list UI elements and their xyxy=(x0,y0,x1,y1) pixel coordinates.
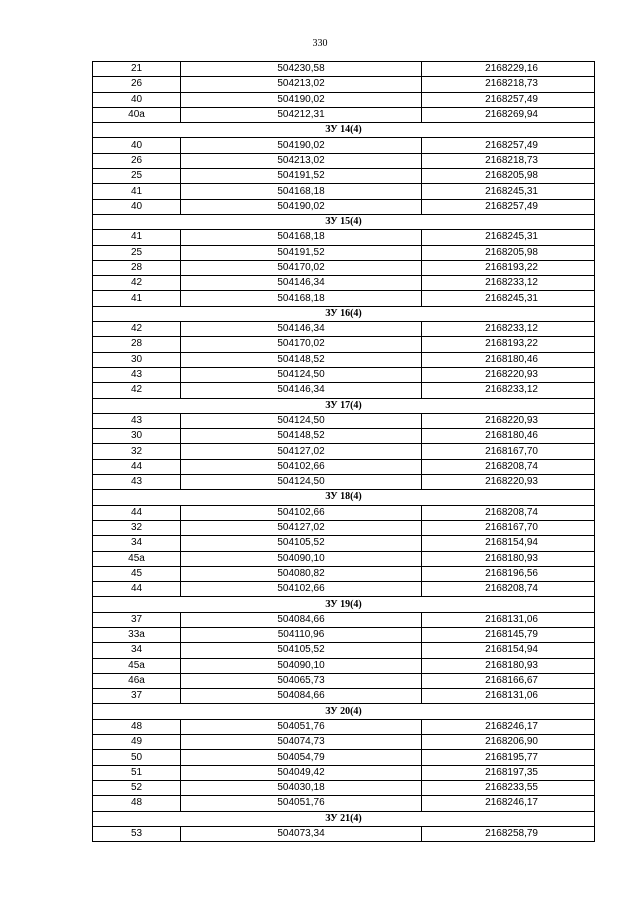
x-coordinate-cell: 504148,52 xyxy=(181,352,422,367)
point-cell: 45 xyxy=(93,566,181,581)
x-coordinate-cell: 504124,50 xyxy=(181,413,422,428)
table-row xyxy=(93,750,595,765)
x-coordinate-cell: 504102,66 xyxy=(181,459,422,474)
x-coordinate-cell: 504090,10 xyxy=(181,658,422,673)
y-coordinate-cell: 2168245,31 xyxy=(422,230,595,245)
point-cell: 25 xyxy=(93,169,181,184)
table-row xyxy=(93,138,595,153)
point-cell: 30 xyxy=(93,352,181,367)
y-coordinate-cell: 2168257,49 xyxy=(422,199,595,214)
table-row xyxy=(93,826,595,841)
point-cell: 48 xyxy=(93,719,181,734)
y-coordinate-cell: 2168233,55 xyxy=(422,780,595,795)
x-coordinate-cell: 504168,18 xyxy=(181,291,422,306)
y-coordinate-cell: 2168193,22 xyxy=(422,260,595,275)
page-number: 330 xyxy=(312,38,328,49)
y-coordinate-cell: 2168180,46 xyxy=(422,429,595,444)
point-cell: 40 xyxy=(93,138,181,153)
table-row xyxy=(93,245,595,260)
x-coordinate-cell: 504213,02 xyxy=(181,153,422,168)
table-row xyxy=(93,276,595,291)
table-row xyxy=(93,352,595,367)
y-coordinate-cell: 2168233,12 xyxy=(422,276,595,291)
x-coordinate-cell: 504065,73 xyxy=(181,673,422,688)
x-coordinate-cell: 504127,02 xyxy=(181,520,422,535)
point-cell: 43 xyxy=(93,475,181,490)
x-coordinate-cell: 504105,52 xyxy=(181,536,422,551)
point-cell: 40 xyxy=(93,199,181,214)
table-row xyxy=(93,475,595,490)
x-coordinate-cell: 504168,18 xyxy=(181,184,422,199)
x-coordinate-cell: 504090,10 xyxy=(181,551,422,566)
y-coordinate-cell: 2168205,98 xyxy=(422,169,595,184)
x-coordinate-cell: 504190,02 xyxy=(181,138,422,153)
point-cell: 26 xyxy=(93,153,181,168)
point-cell: 37 xyxy=(93,689,181,704)
point-cell: 30 xyxy=(93,429,181,444)
x-coordinate-cell: 504168,18 xyxy=(181,230,422,245)
y-coordinate-cell: 2168246,17 xyxy=(422,796,595,811)
y-coordinate-cell: 2168269,94 xyxy=(422,107,595,122)
coordinates-table-body xyxy=(93,62,595,842)
x-coordinate-cell: 504074,73 xyxy=(181,735,422,750)
section-title: ЗУ 16(4) xyxy=(93,306,595,321)
y-coordinate-cell: 2168196,56 xyxy=(422,566,595,581)
x-coordinate-cell: 504102,66 xyxy=(181,582,422,597)
x-coordinate-cell: 504030,18 xyxy=(181,780,422,795)
table-row xyxy=(93,459,595,474)
table-row xyxy=(93,627,595,642)
point-cell: 43 xyxy=(93,413,181,428)
x-coordinate-cell: 504051,76 xyxy=(181,719,422,734)
x-coordinate-cell: 504148,52 xyxy=(181,429,422,444)
y-coordinate-cell: 2168154,94 xyxy=(422,536,595,551)
point-cell: 34 xyxy=(93,643,181,658)
table-row xyxy=(93,566,595,581)
table-row xyxy=(93,230,595,245)
table-row xyxy=(93,92,595,107)
table-row xyxy=(93,413,595,428)
section-title: ЗУ 18(4) xyxy=(93,490,595,505)
section-header-row xyxy=(93,597,595,612)
y-coordinate-cell: 2168233,12 xyxy=(422,383,595,398)
point-cell: 45а xyxy=(93,658,181,673)
y-coordinate-cell: 2168145,79 xyxy=(422,627,595,642)
table-row xyxy=(93,77,595,92)
table-row xyxy=(93,322,595,337)
table-row xyxy=(93,796,595,811)
x-coordinate-cell: 504146,34 xyxy=(181,322,422,337)
x-coordinate-cell: 504212,31 xyxy=(181,107,422,122)
point-cell: 50 xyxy=(93,750,181,765)
point-cell: 32 xyxy=(93,520,181,535)
point-cell: 52 xyxy=(93,780,181,795)
section-header-row xyxy=(93,704,595,719)
y-coordinate-cell: 2168205,98 xyxy=(422,245,595,260)
point-cell: 34 xyxy=(93,536,181,551)
point-cell: 25 xyxy=(93,245,181,260)
y-coordinate-cell: 2168257,49 xyxy=(422,92,595,107)
x-coordinate-cell: 504124,50 xyxy=(181,367,422,382)
y-coordinate-cell: 2168180,93 xyxy=(422,551,595,566)
y-coordinate-cell: 2168131,06 xyxy=(422,689,595,704)
section-title: ЗУ 20(4) xyxy=(93,704,595,719)
table-row xyxy=(93,658,595,673)
y-coordinate-cell: 2168197,35 xyxy=(422,765,595,780)
x-coordinate-cell: 504213,02 xyxy=(181,77,422,92)
x-coordinate-cell: 504170,02 xyxy=(181,337,422,352)
x-coordinate-cell: 504191,52 xyxy=(181,169,422,184)
x-coordinate-cell: 504049,42 xyxy=(181,765,422,780)
x-coordinate-cell: 504054,79 xyxy=(181,750,422,765)
y-coordinate-cell: 2168208,74 xyxy=(422,582,595,597)
y-coordinate-cell: 2168206,90 xyxy=(422,735,595,750)
point-cell: 26 xyxy=(93,77,181,92)
y-coordinate-cell: 2168245,31 xyxy=(422,184,595,199)
point-cell: 42 xyxy=(93,276,181,291)
table-row xyxy=(93,260,595,275)
table-row xyxy=(93,643,595,658)
section-title: ЗУ 14(4) xyxy=(93,123,595,138)
point-cell: 43 xyxy=(93,367,181,382)
point-cell: 42 xyxy=(93,322,181,337)
y-coordinate-cell: 2168218,73 xyxy=(422,153,595,168)
y-coordinate-cell: 2168220,93 xyxy=(422,367,595,382)
y-coordinate-cell: 2168246,17 xyxy=(422,719,595,734)
x-coordinate-cell: 504102,66 xyxy=(181,505,422,520)
x-coordinate-cell: 504051,76 xyxy=(181,796,422,811)
table-row xyxy=(93,337,595,352)
y-coordinate-cell: 2168193,22 xyxy=(422,337,595,352)
y-coordinate-cell: 2168233,12 xyxy=(422,322,595,337)
point-cell: 32 xyxy=(93,444,181,459)
table-row xyxy=(93,107,595,122)
table-row xyxy=(93,367,595,382)
x-coordinate-cell: 504190,02 xyxy=(181,92,422,107)
x-coordinate-cell: 504127,02 xyxy=(181,444,422,459)
point-cell: 41 xyxy=(93,184,181,199)
point-cell: 21 xyxy=(93,62,181,77)
y-coordinate-cell: 2168258,79 xyxy=(422,826,595,841)
y-coordinate-cell: 2168180,46 xyxy=(422,352,595,367)
x-coordinate-cell: 504080,82 xyxy=(181,566,422,581)
y-coordinate-cell: 2168131,06 xyxy=(422,612,595,627)
y-coordinate-cell: 2168180,93 xyxy=(422,658,595,673)
section-header-row xyxy=(93,811,595,826)
x-coordinate-cell: 504191,52 xyxy=(181,245,422,260)
section-header-row xyxy=(93,490,595,505)
table-row xyxy=(93,444,595,459)
table-row xyxy=(93,153,595,168)
point-cell: 45а xyxy=(93,551,181,566)
y-coordinate-cell: 2168167,70 xyxy=(422,520,595,535)
point-cell: 33а xyxy=(93,627,181,642)
section-title: ЗУ 19(4) xyxy=(93,597,595,612)
section-header-row xyxy=(93,214,595,229)
y-coordinate-cell: 2168220,93 xyxy=(422,475,595,490)
y-coordinate-cell: 2168208,74 xyxy=(422,459,595,474)
point-cell: 41 xyxy=(93,291,181,306)
x-coordinate-cell: 504084,66 xyxy=(181,612,422,627)
y-coordinate-cell: 2168167,70 xyxy=(422,444,595,459)
y-coordinate-cell: 2168257,49 xyxy=(422,138,595,153)
table-row xyxy=(93,673,595,688)
x-coordinate-cell: 504084,66 xyxy=(181,689,422,704)
section-title: ЗУ 17(4) xyxy=(93,398,595,413)
y-coordinate-cell: 2168218,73 xyxy=(422,77,595,92)
section-title: ЗУ 21(4) xyxy=(93,811,595,826)
y-coordinate-cell: 2168245,31 xyxy=(422,291,595,306)
x-coordinate-cell: 504230,58 xyxy=(181,62,422,77)
point-cell: 28 xyxy=(93,337,181,352)
section-header-row xyxy=(93,398,595,413)
y-coordinate-cell: 2168166,67 xyxy=(422,673,595,688)
y-coordinate-cell: 2168208,74 xyxy=(422,505,595,520)
section-header-row xyxy=(93,123,595,138)
table-row xyxy=(93,383,595,398)
point-cell: 51 xyxy=(93,765,181,780)
table-row xyxy=(93,536,595,551)
table-row xyxy=(93,780,595,795)
y-coordinate-cell: 2168195,77 xyxy=(422,750,595,765)
table-row xyxy=(93,505,595,520)
y-coordinate-cell: 2168220,93 xyxy=(422,413,595,428)
point-cell: 28 xyxy=(93,260,181,275)
table-row xyxy=(93,719,595,734)
x-coordinate-cell: 504190,02 xyxy=(181,199,422,214)
x-coordinate-cell: 504124,50 xyxy=(181,475,422,490)
point-cell: 48 xyxy=(93,796,181,811)
point-cell: 49 xyxy=(93,735,181,750)
table-row xyxy=(93,735,595,750)
x-coordinate-cell: 504105,52 xyxy=(181,643,422,658)
y-coordinate-cell: 2168229,16 xyxy=(422,62,595,77)
x-coordinate-cell: 504170,02 xyxy=(181,260,422,275)
table-row xyxy=(93,551,595,566)
table-row xyxy=(93,689,595,704)
table-row xyxy=(93,169,595,184)
x-coordinate-cell: 504146,34 xyxy=(181,276,422,291)
point-cell: 44 xyxy=(93,582,181,597)
table-row xyxy=(93,520,595,535)
section-title: ЗУ 15(4) xyxy=(93,214,595,229)
table-row xyxy=(93,765,595,780)
point-cell: 40а xyxy=(93,107,181,122)
point-cell: 41 xyxy=(93,230,181,245)
point-cell: 42 xyxy=(93,383,181,398)
section-header-row xyxy=(93,306,595,321)
table-row xyxy=(93,429,595,444)
table-row xyxy=(93,582,595,597)
table-row xyxy=(93,199,595,214)
table-row xyxy=(93,291,595,306)
point-cell: 53 xyxy=(93,826,181,841)
table-row xyxy=(93,612,595,627)
point-cell: 40 xyxy=(93,92,181,107)
coordinates-table xyxy=(92,61,595,842)
x-coordinate-cell: 504146,34 xyxy=(181,383,422,398)
point-cell: 44 xyxy=(93,459,181,474)
x-coordinate-cell: 504073,34 xyxy=(181,826,422,841)
table-row xyxy=(93,62,595,77)
table-row xyxy=(93,184,595,199)
x-coordinate-cell: 504110,96 xyxy=(181,627,422,642)
point-cell: 37 xyxy=(93,612,181,627)
point-cell: 44 xyxy=(93,505,181,520)
point-cell: 46а xyxy=(93,673,181,688)
y-coordinate-cell: 2168154,94 xyxy=(422,643,595,658)
